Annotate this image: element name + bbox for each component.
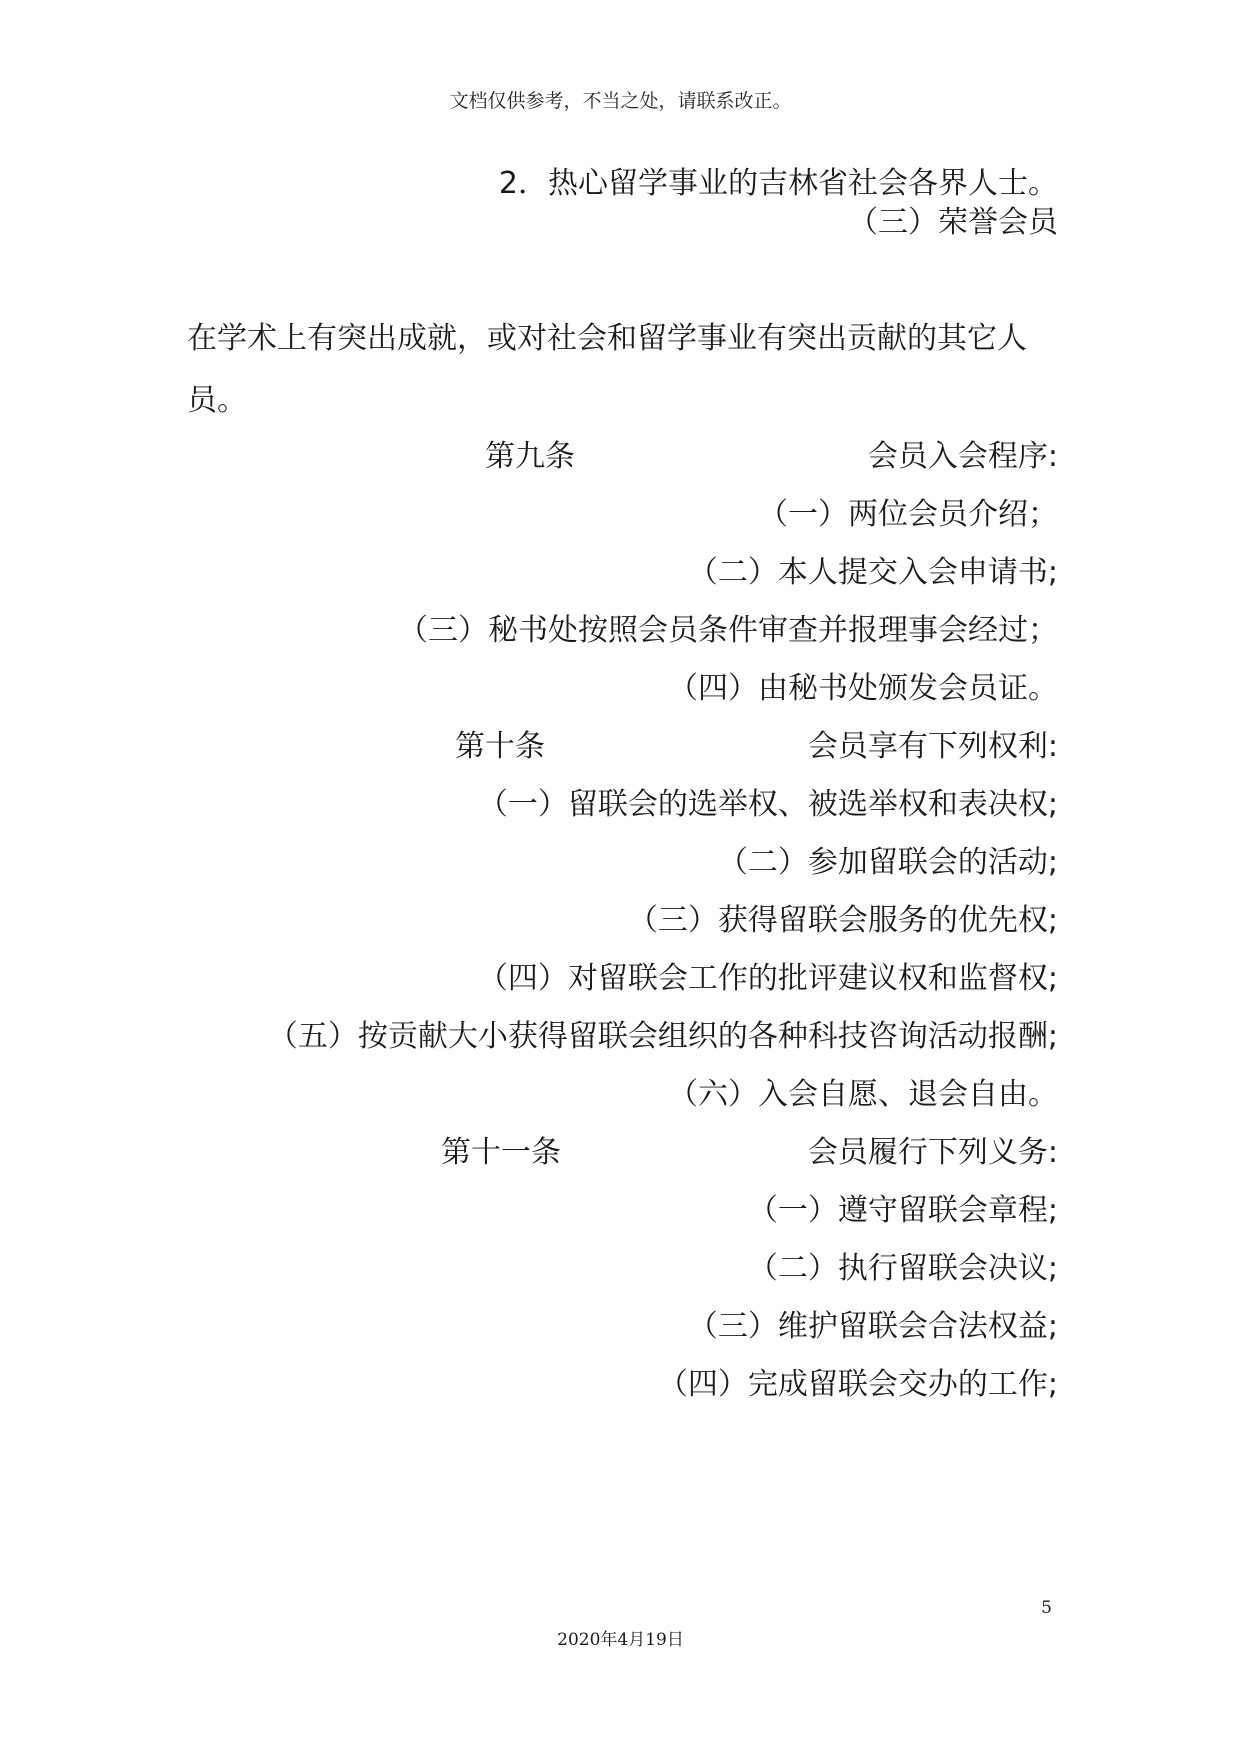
text-line: 2．热心留学事业的吉林省社会各界人士。 [498,166,1058,201]
paragraph-line: 在学术上有突出成就，或对社会和留学事业有突出贡献的其它人 [187,321,1027,356]
list-item: （三）获得留联会服务的优先权; [627,903,1058,938]
article-11-number: 第十一条 [441,1135,561,1170]
list-item: （二）参加留联会的活动; [717,845,1058,880]
list-item: （四）完成留联会交办的工作; [657,1367,1058,1402]
list-item: （四）对留联会工作的批评建议权和监督权; [477,961,1058,996]
section-heading-honorary: （三）荣誉会员 [848,205,1058,240]
list-item: （一）留联会的选举权、被选举权和表决权; [477,787,1058,822]
page-number: 5 [1041,1598,1052,1618]
list-item: （三）秘书处按照会员条件审查并报理事会经过； [398,613,1058,648]
article-10-title: 会员享有下列权利: [807,729,1058,764]
article-10-number: 第十条 [455,729,545,764]
list-item: （四）由秘书处颁发会员证。 [668,671,1058,706]
article-11-title: 会员履行下列义务: [807,1135,1058,1170]
list-item: （二）本人提交入会申请书; [687,555,1058,590]
article-9-title: 会员入会程序: [867,439,1058,474]
list-item: （二）执行留联会决议; [747,1251,1058,1286]
article-9-number: 第九条 [485,439,575,474]
list-item: （五）按贡献大小获得留联会组织的各种科技咨询活动报酬; [267,1019,1058,1054]
paragraph-line: 员。 [187,383,247,418]
footer-date: 2020年4月19日 [557,1630,684,1650]
list-item: （一）遵守留联会章程; [747,1193,1058,1228]
page-header-note: 文档仅供参考，不当之处，请联系改正。 [449,90,792,112]
list-item: （一）两位会员介绍； [758,497,1058,532]
list-item: （六）入会自愿、退会自由。 [668,1077,1058,1112]
list-item: （三）维护留联会合法权益; [687,1309,1058,1344]
